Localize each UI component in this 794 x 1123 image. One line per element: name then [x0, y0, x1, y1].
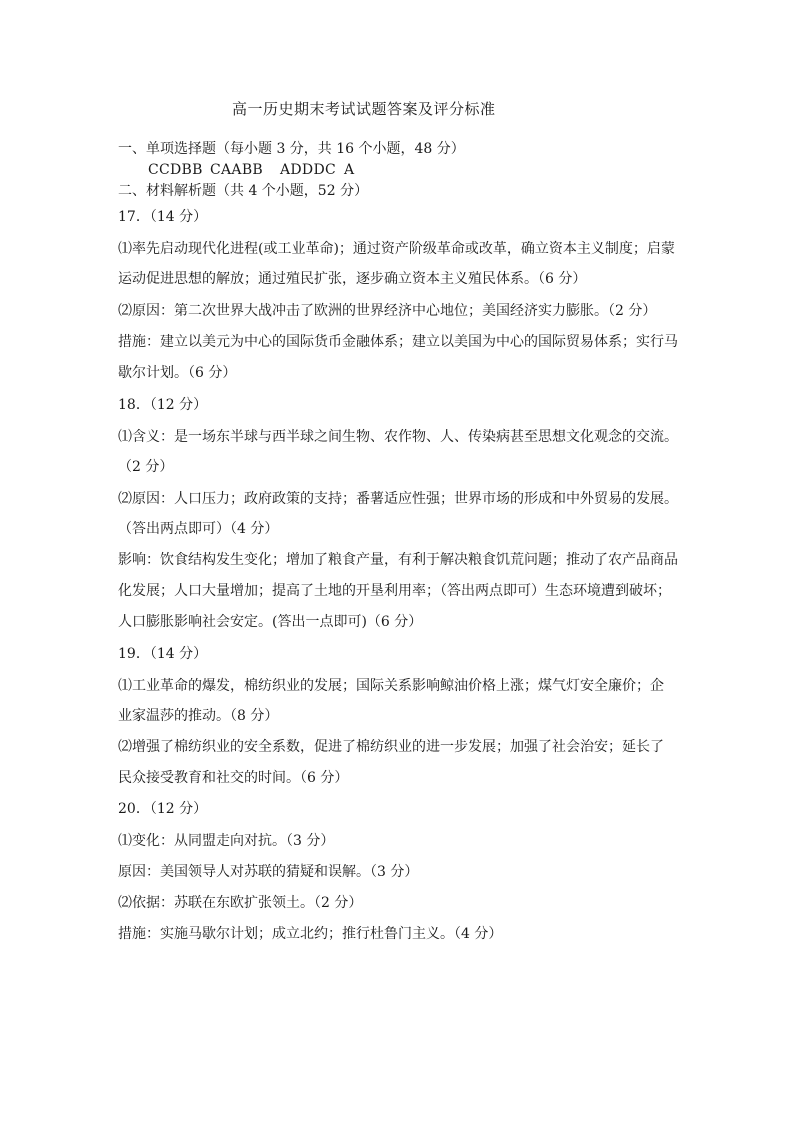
q18-part2-reason: ⑵原因：人口压力；政府政策的支持；番薯适应性强；世界市场的形成和中外贸易的发展。 — [118, 491, 678, 507]
q19-part1-line2: 业家温莎的推动。（8 分） — [118, 708, 279, 724]
q17-part2-measures-line2: 歇尔计划。（6 分） — [118, 365, 237, 381]
q18-part1-score: （2 分） — [118, 459, 174, 475]
answer-group-3: ADDDC — [280, 162, 336, 178]
section1-heading: 一、单项选择题（每小题 3 分，共 16 个小题，48 分） — [118, 141, 465, 157]
q19-header: 19．（14 分） — [118, 646, 208, 662]
q20-part1-change: ⑴变化：从同盟走向对抗。（3 分） — [118, 833, 335, 849]
q17-part2-reason: ⑵原因：第二次世界大战冲击了欧洲的世界经济中心地位；美国经济实力膨胀。（2 分） — [118, 303, 657, 319]
q18-part1-meaning: ⑴含义：是一场东半球与西半球之间生物、农作物、人、传染病甚至思想文化观念的交流。 — [118, 429, 678, 445]
q20-part2-basis: ⑵依据：苏联在东欧扩张领土。（2 分） — [118, 895, 363, 911]
q19-part2-line1: ⑵增强了棉纺织业的安全系数，促进了棉纺织业的进一步发展；加强了社会治安；延长了 — [118, 739, 664, 755]
answer-group-1: CCDBB — [148, 162, 203, 178]
choice-answers-row — [148, 161, 354, 179]
answer-group-2: CAABB — [210, 162, 264, 178]
q19-part2-line2: 民众接受教育和社交的时间。（6 分） — [118, 770, 349, 786]
q20-header: 20．（12 分） — [118, 801, 208, 817]
page-title: 高一历史期末考试试题答案及评分标准 — [232, 100, 496, 118]
q17-header: 17．（14 分） — [118, 209, 208, 225]
q18-impact-line2: 化发展；人口大量增加；提高了土地的开垦利用率；（答出两点即可）生态环境遭到破坏； — [118, 583, 671, 599]
q18-part2-note: （答出两点即可）（4 分） — [118, 521, 279, 537]
answer-group-4: A — [344, 162, 355, 178]
q17-part2-measures-line1: 措施：建立以美元为中心的国际货币金融体系；建立以美国为中心的国际贸易体系；实行马 — [118, 334, 678, 350]
q18-impact-line3: 人口膨胀影响社会安定。(答出一点即可)（6 分） — [118, 614, 423, 630]
q18-impact-line1: 影响：饮食结构发生变化；增加了粮食产量，有利于解决粮食饥荒问题；推动了农产品商品 — [118, 552, 678, 568]
section2-heading: 二、材料解析题（共 4 个小题，52 分） — [118, 183, 369, 199]
q20-part1-reason: 原因：美国领导人对苏联的猜疑和误解。（3 分） — [118, 864, 419, 880]
q20-part2-measures: 措施：实施马歇尔计划；成立北约；推行杜鲁门主义。（4 分） — [118, 926, 503, 942]
q19-part1-line1: ⑴工业革命的爆发，棉纺织业的发展；国际关系影响鲸油价格上涨；煤气灯安全廉价；企 — [118, 678, 664, 694]
q18-header: 18．（12 分） — [118, 397, 208, 413]
q17-part1-line1: ⑴率先启动现代化进程(或工业革命)；通过资产阶级革命或改革，确立资本主义制度；启蒙 — [118, 241, 675, 257]
q17-part1-line2: 运动促进思想的解放；通过殖民扩张，逐步确立资本主义殖民体系。（6 分） — [118, 271, 587, 287]
